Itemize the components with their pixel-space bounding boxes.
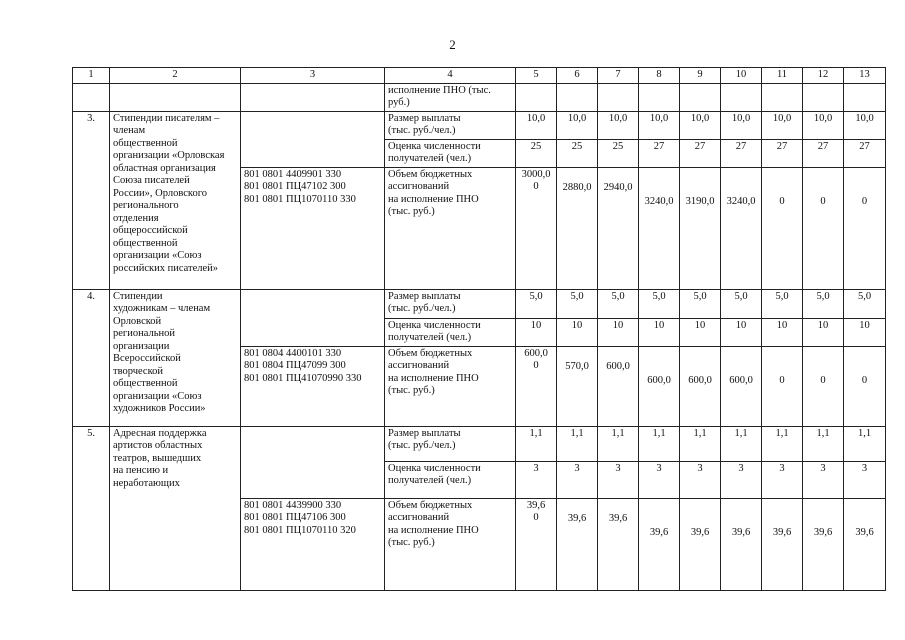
value-cell: 0 [803, 167, 844, 289]
value-cell: 0 [803, 346, 844, 426]
indicator-cell: Оценка численности получателей (чел.) [385, 461, 516, 498]
value-cell: 1,1 [516, 426, 557, 461]
value-cell: 39,6 [557, 498, 598, 590]
value-cell: 25 [598, 139, 639, 167]
value-cell: 10,0 [721, 111, 762, 139]
section-title: Адресная поддержка артистов областных театров, вышедших на пенсию и неработающих [110, 426, 241, 590]
header-cell: 8 [639, 68, 680, 84]
value-cell: 0 [844, 346, 886, 426]
indicator-cell: Размер выплаты (тыс. руб./чел.) [385, 289, 516, 318]
value-cell: 1,1 [844, 426, 886, 461]
value-cell: 3 [803, 461, 844, 498]
indicator-cell: Объем бюджетных ассигнований на исполнение ПНО (тыс. руб.) [385, 346, 516, 426]
indicator-cell: Объем бюджетных ассигнований на исполнение ПНО (тыс. руб.) [385, 498, 516, 590]
header-cell: 3 [241, 68, 385, 84]
value-cell: 3 [844, 461, 886, 498]
value-cell: 3240,0 [721, 167, 762, 289]
budget-code-cell [241, 111, 385, 167]
value-cell: 3 [762, 461, 803, 498]
value-cell: 3 [680, 461, 721, 498]
value-cell: 10 [516, 318, 557, 346]
header-cell: 9 [680, 68, 721, 84]
table-row [73, 111, 886, 139]
value-cell: 570,0 [557, 346, 598, 426]
indicator-cell: Размер выплаты (тыс. руб./чел.) [385, 111, 516, 139]
section-title: Стипендии писателям – членам общественной организации «Орловская областная организация Союза писателей России», Орловского регионального отделения общероссийской общественной организации «Союз российских писателей» [110, 111, 241, 289]
value-cell: 10,0 [516, 111, 557, 139]
value-cell: 1,1 [639, 426, 680, 461]
section-number: 4. [73, 289, 110, 426]
header-cell: 10 [721, 68, 762, 84]
value-cell: 27 [844, 139, 886, 167]
value-cell: 5,0 [639, 289, 680, 318]
value-cell: 600,0 0 [516, 346, 557, 426]
value-cell: 39,6 [598, 498, 639, 590]
budget-table [72, 67, 886, 591]
value-cell: 10 [803, 318, 844, 346]
value-cell: 3240,0 [639, 167, 680, 289]
value-cell: 27 [639, 139, 680, 167]
value-cell: 3190,0 [680, 167, 721, 289]
budget-code-cell [241, 289, 385, 346]
value-cell: 600,0 [680, 346, 721, 426]
value-cell: 1,1 [762, 426, 803, 461]
header-cell: 11 [762, 68, 803, 84]
section-number: 3. [73, 111, 110, 289]
value-cell: 10,0 [557, 111, 598, 139]
value-cell: 10,0 [844, 111, 886, 139]
value-cell: 10,0 [598, 111, 639, 139]
value-cell: 10 [598, 318, 639, 346]
value-cell: 10 [639, 318, 680, 346]
value-cell: 5,0 [803, 289, 844, 318]
value-cell: 39,6 [639, 498, 680, 590]
value-cell: 600,0 [598, 346, 639, 426]
table-row [73, 426, 886, 461]
budget-codes: 801 0804 4400101 330 801 0804 ПЦ47099 300 801 0801 ПЦ41070990 330 [241, 346, 385, 426]
value-cell: 3 [598, 461, 639, 498]
value-cell: 39,6 [844, 498, 886, 590]
continuation-row [73, 83, 886, 111]
value-cell: 0 [844, 167, 886, 289]
value-cell: 0 [762, 167, 803, 289]
value-cell: 5,0 [680, 289, 721, 318]
value-cell: 2880,0 [557, 167, 598, 289]
value-cell: 3000,0 0 [516, 167, 557, 289]
header-cell: 2 [110, 68, 241, 84]
table-row [73, 289, 886, 318]
budget-codes: 801 0801 4409901 330 801 0801 ПЦ47102 300 801 0801 ПЦ1070110 330 [241, 167, 385, 289]
value-cell: 39,6 [721, 498, 762, 590]
page-number: 2 [449, 37, 456, 52]
value-cell: 27 [721, 139, 762, 167]
section-title: Стипендии художникам – членам Орловской региональной организации Всероссийской творческой общественной организации «Союз художников России» [110, 289, 241, 426]
value-cell: 39,6 [680, 498, 721, 590]
indicator-cell: исполнение ПНО (тыс. руб.) [385, 83, 516, 111]
value-cell: 10 [844, 318, 886, 346]
header-cell: 4 [385, 68, 516, 84]
header-cell: 6 [557, 68, 598, 84]
header-row [73, 68, 886, 84]
value-cell: 39,6 [803, 498, 844, 590]
value-cell: 10 [680, 318, 721, 346]
value-cell: 1,1 [721, 426, 762, 461]
header-cell: 13 [844, 68, 886, 84]
indicator-cell: Размер выплаты (тыс. руб./чел.) [385, 426, 516, 461]
value-cell: 600,0 [721, 346, 762, 426]
value-cell: 5,0 [762, 289, 803, 318]
value-cell: 2940,0 [598, 167, 639, 289]
value-cell: 10 [557, 318, 598, 346]
value-cell: 3 [639, 461, 680, 498]
value-cell: 5,0 [844, 289, 886, 318]
value-cell: 5,0 [516, 289, 557, 318]
budget-codes: 801 0801 4439900 330 801 0801 ПЦ47106 300 801 0801 ПЦ1070110 320 [241, 498, 385, 590]
header-cell: 5 [516, 68, 557, 84]
value-cell: 5,0 [598, 289, 639, 318]
indicator-cell: Оценка численности получателей (чел.) [385, 139, 516, 167]
value-cell: 3 [516, 461, 557, 498]
indicator-cell: Оценка численности получателей (чел.) [385, 318, 516, 346]
value-cell: 1,1 [557, 426, 598, 461]
indicator-cell: Объем бюджетных ассигнований на исполнение ПНО (тыс. руб.) [385, 167, 516, 289]
value-cell: 1,1 [680, 426, 721, 461]
value-cell: 39,6 0 [516, 498, 557, 590]
value-cell: 3 [557, 461, 598, 498]
value-cell: 25 [516, 139, 557, 167]
value-cell: 1,1 [803, 426, 844, 461]
value-cell: 27 [762, 139, 803, 167]
value-cell: 10,0 [639, 111, 680, 139]
value-cell: 600,0 [639, 346, 680, 426]
value-cell: 10,0 [803, 111, 844, 139]
value-cell: 39,6 [762, 498, 803, 590]
budget-code-cell [241, 426, 385, 498]
value-cell: 5,0 [557, 289, 598, 318]
value-cell: 10 [762, 318, 803, 346]
value-cell: 10,0 [680, 111, 721, 139]
value-cell: 10,0 [762, 111, 803, 139]
value-cell: 5,0 [721, 289, 762, 318]
value-cell: 27 [803, 139, 844, 167]
value-cell: 10 [721, 318, 762, 346]
value-cell: 25 [557, 139, 598, 167]
value-cell: 0 [762, 346, 803, 426]
header-cell: 7 [598, 68, 639, 84]
header-cell: 12 [803, 68, 844, 84]
value-cell: 1,1 [598, 426, 639, 461]
value-cell: 3 [721, 461, 762, 498]
value-cell: 27 [680, 139, 721, 167]
header-cell: 1 [73, 68, 110, 84]
section-number: 5. [73, 426, 110, 590]
